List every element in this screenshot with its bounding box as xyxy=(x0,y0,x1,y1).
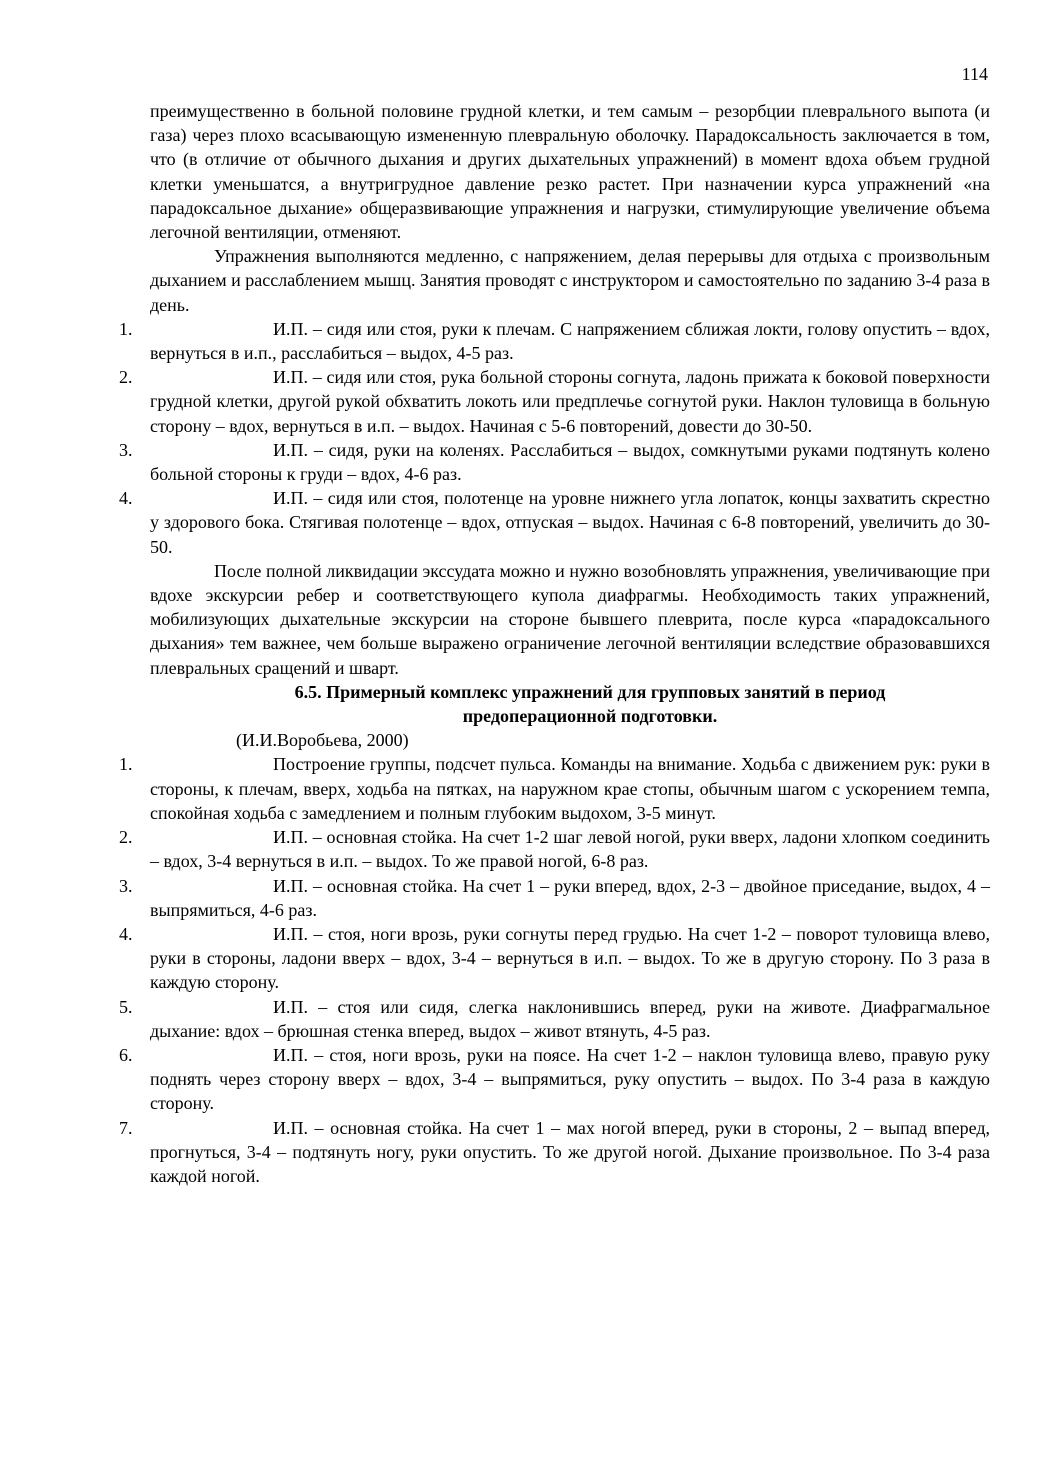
section-heading: 6.5. Примерный комплекс упражнений для групповых занятий в период предоперационной подготовки. xyxy=(294,681,886,727)
intro-paragraph: Упражнения выполняются медленно, с напряжением, делая перерывы для отдыха с произвольным дыханием и расслаблением мышц. Занятия проводят с инструктором и самостоятельно по заданию 3-4 раза в день. xyxy=(150,246,990,315)
list-item-text: И.П. – сидя или стоя, руки к плечам. С напряжением сближая локти, голову опустить – вдох, вернуться в и.п., расслабиться – выдох, 4-5 раз. xyxy=(150,318,990,364)
list-item xyxy=(119,825,990,873)
list-item xyxy=(119,995,990,1043)
list-item-text: И.П. – сидя или стоя, рука больной стороны согнута, ладонь прижата к боковой поверхности грудной клетки, другой рукой обхватить локоть или предплечье согнутой руки. Наклон туловища в больную сторону – вдох, вернуться в и.п. – выдох. Начиная с 5-6 повторений, довести до 30-50. xyxy=(150,367,990,436)
list-item-text: И.П. – стоя или сидя, слегка наклонившись вперед, руки на животе. Диафрагмальное дыхание: вдох – брюшная стенка вперед, выдох – живот втянуть, 4-5 раз. xyxy=(150,996,990,1041)
list-item-text: И.П. – основная стойка. На счет 1 – руки вперед, вдох, 2-3 – двойное приседание, выдох, 4 – выпрямиться, 4-6 раз. xyxy=(150,875,990,920)
section-author: (И.И.Воробьева, 2000) xyxy=(236,730,409,751)
list-item-number: 1. xyxy=(119,318,133,339)
intro-paragraph: преимущественно в больной половине грудной клетки, и тем самым – резорбции плеврального выпота (и газа) через плохо всасывающую измененную плевральную оболочку. Парадоксальность заключается в том, что (в отличие от обычного дыхания и других дыхательных упражнений) в момент вдоха объем грудной клетки уменьшатся, а внутригрудное давление резко растет. При назначении курса упражнений «на парадоксальное дыхание» общеразвивающие упражнения и нагрузки, стимулирующие увеличение объема легочной вентиляции, отменяют. xyxy=(150,101,990,243)
list-item-number: 3. xyxy=(119,439,133,460)
exercise-list-preoperative xyxy=(119,752,990,1188)
list-item-text: И.П. – основная стойка. На счет 1 – мах ногой вперед, руки в стороны, 2 – выпад вперед, прогнуться, 3-4 – подтянуть ногу, руки опустить. То же другой ногой. Дыхание произвольное. По 3-4 раза каждой ногой. xyxy=(150,1117,990,1186)
list-item-text: И.П. – сидя или стоя, полотенце на уровне нижнего угла лопаток, концы захватить скрестно у здорового бока. Стягивая полотенце – вдох, отпуская – выдох. Начиная с 6-8 повторений, увеличить до 30-50. xyxy=(150,488,990,557)
list-item xyxy=(119,1116,990,1189)
list-item-text: Построение группы, подсчет пульса. Команды на внимание. Ходьба с движением рук: руки в стороны, к плечам, вверх, ходьба на пятках, на наружном крае стопы, обычным шагом с ускорением темпа, спокойная ходьба с замедлением и полным глубоким выдохом, 3-5 минут. xyxy=(150,754,990,823)
list-item xyxy=(119,317,990,365)
list-item-text: И.П. – основная стойка. На счет 1-2 шаг левой ногой, руки вверх, ладони хлопком соединить – вдох, 3-4 вернуться в и.п. – выдох. То же правой ногой, 6-8 раз. xyxy=(150,827,990,872)
list-item-number: 5. xyxy=(119,996,133,1017)
list-item-text: И.П. – стоя, ноги врозь, руки на поясе. На счет 1-2 – наклон туловища влево, правую руку поднять через сторону вверх – вдох, 3-4 – выпрямиться, руку опустить – выдох. По 3-4 раза в каждую сторону. xyxy=(150,1044,990,1114)
list-item xyxy=(119,486,990,559)
list-item xyxy=(119,365,990,438)
list-item xyxy=(119,752,990,825)
list-item-number: 3. xyxy=(119,875,133,896)
list-item-number: 7. xyxy=(119,1117,133,1138)
list-item xyxy=(119,874,990,922)
list-item-number: 4. xyxy=(119,488,133,509)
list-item-number: 6. xyxy=(119,1044,133,1065)
list-item-text: И.П. – стоя, ноги врозь, руки согнуты перед грудью. На счет 1-2 – поворот туловища влево, руки в стороны, ладони вверх – вдох, 3-4 – вернуться в и.п. – выдох. То же в другую сторону. По 3 раза в каждую сторону. xyxy=(150,923,990,993)
list-item xyxy=(119,922,990,995)
page-number: 114 xyxy=(961,64,988,84)
list-item-number: 2. xyxy=(119,827,133,848)
list-item-number: 4. xyxy=(119,923,133,944)
list-item xyxy=(119,438,990,486)
page-content xyxy=(119,99,990,1188)
list-item-number: 1. xyxy=(119,754,133,775)
list-item xyxy=(119,1043,990,1116)
exercise-list-paradoxical xyxy=(119,317,990,559)
list-item-text: И.П. – сидя, руки на коленях. Расслабиться – выдох, сомкнутыми руками подтянуть колено больной стороны к груди – вдох, 4-6 раз. xyxy=(150,439,990,485)
body-paragraph: После полной ликвидации экссудата можно и нужно возобновлять упражнения, увеличивающие при вдохе экскурсии ребер и соответствующего купола диафрагмы. Необходимость таких упражнений, мобилизующих дыхательные экскурсии на стороне бывшего плеврита, после курса «парадоксального дыхания» тем важнее, чем больше выражено ограничение легочной вентиляции вследствие образовавшихся плевральных сращений и шварт. xyxy=(150,560,990,678)
list-item-number: 2. xyxy=(119,367,133,388)
